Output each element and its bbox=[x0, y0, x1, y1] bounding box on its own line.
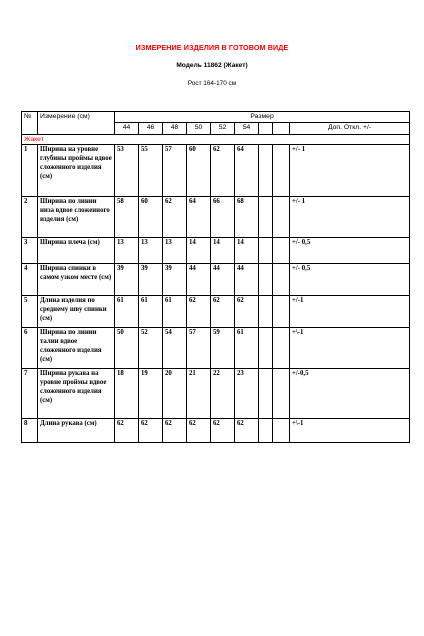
row-size-value: 44 bbox=[187, 264, 211, 296]
empty-cell bbox=[259, 419, 273, 443]
row-size-value: 14 bbox=[211, 238, 235, 264]
row-measurement-name: Ширина на уровне глубины проймы вдвое сложенного изделия (см) bbox=[38, 145, 115, 197]
table-row bbox=[22, 197, 410, 238]
row-size-value: 64 bbox=[187, 197, 211, 238]
empty-cell bbox=[273, 328, 290, 369]
model-label: Модель 11862 (Жакет) bbox=[176, 62, 248, 69]
row-measurement-name: Ширина по линии низа вдвое сложенного изделия (см) bbox=[38, 197, 115, 238]
size-header-cell: 44 bbox=[115, 123, 139, 135]
row-number: 3 bbox=[22, 238, 38, 264]
empty-cell bbox=[273, 264, 290, 296]
row-size-value: 52 bbox=[139, 328, 163, 369]
empty-cell bbox=[259, 145, 273, 197]
row-size-value: 68 bbox=[235, 197, 259, 238]
row-tolerance: +/- 1 bbox=[290, 197, 410, 238]
empty-cell bbox=[273, 145, 290, 197]
row-number: 2 bbox=[22, 197, 38, 238]
row-size-value: 62 bbox=[139, 419, 163, 443]
table-row bbox=[22, 264, 410, 296]
empty-cell bbox=[259, 296, 273, 328]
row-measurement-name: Ширина плеча (см) bbox=[38, 238, 115, 264]
row-size-value: 21 bbox=[187, 369, 211, 419]
row-number: 5 bbox=[22, 296, 38, 328]
row-size-value: 62 bbox=[115, 419, 139, 443]
row-size-value: 62 bbox=[187, 296, 211, 328]
row-size-value: 13 bbox=[163, 238, 187, 264]
row-size-value: 44 bbox=[235, 264, 259, 296]
row-size-value: 13 bbox=[115, 238, 139, 264]
row-measurement-name: Ширина спинки в самом узком месте (см) bbox=[38, 264, 115, 296]
empty-cell bbox=[273, 419, 290, 443]
header-number: № bbox=[22, 112, 38, 135]
row-size-value: 39 bbox=[139, 264, 163, 296]
row-size-value: 61 bbox=[139, 296, 163, 328]
table-row bbox=[22, 328, 410, 369]
table-row bbox=[22, 238, 410, 264]
empty-cell bbox=[259, 264, 273, 296]
row-tolerance: +\-1 bbox=[290, 328, 410, 369]
empty-cell bbox=[259, 369, 273, 419]
row-size-value: 54 bbox=[163, 328, 187, 369]
row-measurement-name: Длина изделия по среднему шву спинки (см) bbox=[38, 296, 115, 328]
row-measurement-name: Ширина по линии талии вдвое сложенного изделия (см) bbox=[38, 328, 115, 369]
header-tolerance: Доп. Откл. +/- bbox=[290, 123, 410, 135]
row-tolerance: +/-1 bbox=[290, 296, 410, 328]
header-measurement: Измерение (см) bbox=[38, 112, 115, 135]
measurement-table bbox=[21, 111, 410, 443]
row-size-value: 62 bbox=[163, 419, 187, 443]
row-size-value: 53 bbox=[115, 145, 139, 197]
row-size-value: 62 bbox=[163, 197, 187, 238]
row-size-value: 57 bbox=[187, 328, 211, 369]
row-size-value: 14 bbox=[235, 238, 259, 264]
row-size-value: 62 bbox=[211, 419, 235, 443]
row-size-value: 23 bbox=[235, 369, 259, 419]
empty-cell bbox=[273, 238, 290, 264]
row-size-value: 59 bbox=[211, 328, 235, 369]
row-size-value: 60 bbox=[139, 197, 163, 238]
row-size-value: 62 bbox=[187, 419, 211, 443]
document-title: ИЗМЕРЕНИЕ ИЗДЕЛИЯ В ГОТОВОМ ВИДЕ bbox=[135, 43, 289, 52]
empty-cell bbox=[259, 238, 273, 264]
size-header-cell: 48 bbox=[163, 123, 187, 135]
row-size-value: 64 bbox=[235, 145, 259, 197]
row-size-value: 39 bbox=[115, 264, 139, 296]
row-size-value: 61 bbox=[163, 296, 187, 328]
row-number: 7 bbox=[22, 369, 38, 419]
empty-cell bbox=[273, 369, 290, 419]
row-size-value: 19 bbox=[139, 369, 163, 419]
row-size-value: 22 bbox=[211, 369, 235, 419]
height-label: Рост 164-170 см bbox=[187, 80, 237, 87]
empty-size-cell bbox=[273, 123, 290, 135]
row-size-value: 55 bbox=[139, 145, 163, 197]
row-size-value: 58 bbox=[115, 197, 139, 238]
row-tolerance: +/- 0,5 bbox=[290, 264, 410, 296]
size-header-cell: 46 bbox=[139, 123, 163, 135]
row-size-value: 57 bbox=[163, 145, 187, 197]
empty-cell bbox=[259, 197, 273, 238]
table-row bbox=[22, 369, 410, 419]
row-size-value: 62 bbox=[235, 419, 259, 443]
section-row bbox=[22, 135, 410, 145]
header-size: Размер bbox=[115, 112, 410, 123]
row-size-value: 62 bbox=[211, 145, 235, 197]
row-tolerance: +/-0,5 bbox=[290, 369, 410, 419]
empty-size-cell bbox=[259, 123, 273, 135]
table-row bbox=[22, 419, 410, 443]
row-size-value: 20 bbox=[163, 369, 187, 419]
row-size-value: 14 bbox=[187, 238, 211, 264]
row-size-value: 66 bbox=[211, 197, 235, 238]
row-tolerance: +/- 1 bbox=[290, 145, 410, 197]
row-size-value: 61 bbox=[235, 328, 259, 369]
section-label: Жакет bbox=[22, 135, 410, 145]
table-row bbox=[22, 145, 410, 197]
row-size-value: 61 bbox=[115, 296, 139, 328]
size-header-cell: 50 bbox=[187, 123, 211, 135]
row-size-value: 13 bbox=[139, 238, 163, 264]
empty-cell bbox=[273, 197, 290, 238]
row-tolerance: +/- 0,5 bbox=[290, 238, 410, 264]
row-measurement-name: Длина рукава (см) bbox=[38, 419, 115, 443]
size-header-cell: 54 bbox=[235, 123, 259, 135]
row-size-value: 18 bbox=[115, 369, 139, 419]
row-number: 4 bbox=[22, 264, 38, 296]
row-size-value: 39 bbox=[163, 264, 187, 296]
row-size-value: 60 bbox=[187, 145, 211, 197]
empty-cell bbox=[273, 296, 290, 328]
row-size-value: 50 bbox=[115, 328, 139, 369]
row-size-value: 62 bbox=[211, 296, 235, 328]
row-number: 1 bbox=[22, 145, 38, 197]
table-row bbox=[22, 296, 410, 328]
table-body bbox=[22, 135, 410, 443]
size-header-cell: 52 bbox=[211, 123, 235, 135]
row-number: 8 bbox=[22, 419, 38, 443]
row-size-value: 44 bbox=[211, 264, 235, 296]
row-measurement-name: Ширина рукава на уровне проймы вдвое сложенного изделия (см) bbox=[38, 369, 115, 419]
row-number: 6 bbox=[22, 328, 38, 369]
row-tolerance: +\-1 bbox=[290, 419, 410, 443]
empty-cell bbox=[259, 328, 273, 369]
row-size-value: 62 bbox=[235, 296, 259, 328]
header-row-1 bbox=[22, 112, 410, 123]
